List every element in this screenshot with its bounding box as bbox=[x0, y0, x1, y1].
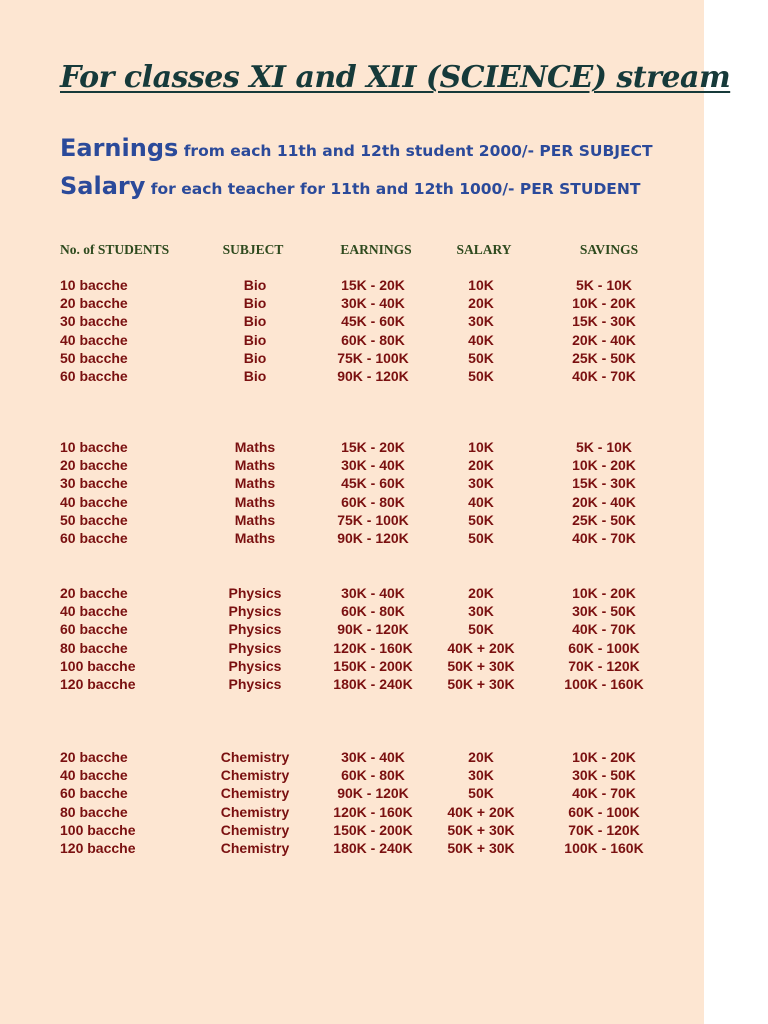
earnings-cell: 60K - 80K bbox=[341, 493, 405, 510]
subject-cell: Maths bbox=[234, 457, 276, 474]
savings-cell: 15K - 30K bbox=[572, 313, 636, 330]
student-count-cell: 30 bacche bbox=[60, 313, 128, 330]
subject-cell: Bio bbox=[243, 368, 267, 384]
savings-cell: 40K - 70K bbox=[572, 621, 636, 638]
earnings-cell: 120K - 160K bbox=[333, 803, 413, 820]
earnings-cell: 90K - 120K bbox=[337, 621, 409, 638]
salary-cell: 10K bbox=[468, 277, 494, 293]
salary-cell: 20K bbox=[468, 749, 494, 765]
student-count-cell: 100 bacche bbox=[60, 821, 136, 838]
salary-cell: 20K bbox=[468, 585, 494, 601]
student-count-cell: 120 bacche bbox=[60, 840, 136, 856]
savings-cell: 20K - 40K bbox=[572, 331, 636, 348]
header-salary: SALARY bbox=[456, 242, 512, 257]
header-students: No. of STUDENTS bbox=[60, 242, 170, 257]
student-count-cell: 20 bacche bbox=[60, 749, 128, 765]
savings-cell: 100K - 160K bbox=[564, 676, 644, 692]
savings-cell: 5K - 10K bbox=[575, 439, 633, 455]
subject-cell: Chemistry bbox=[220, 749, 290, 765]
subject-cell: Physics bbox=[228, 639, 282, 656]
earnings-cell: 150K - 200K bbox=[333, 821, 413, 838]
subject-cell: Chemistry bbox=[220, 821, 290, 838]
salary-cell: 50K bbox=[468, 349, 494, 366]
student-count-cell: 20 bacche bbox=[60, 295, 128, 312]
student-count-cell: 60 bacche bbox=[60, 368, 128, 384]
salary-cell: 50K bbox=[468, 530, 494, 546]
savings-cell: 10K - 20K bbox=[572, 457, 636, 474]
salary-cell: 50K + 30K bbox=[447, 676, 515, 692]
subject-cell: Chemistry bbox=[220, 840, 290, 856]
subject-cell: Chemistry bbox=[220, 767, 290, 784]
page-title: For classes XI and XII (SCIENCE) stream bbox=[60, 60, 731, 95]
savings-cell: 20K - 40K bbox=[572, 493, 636, 510]
subject-cell: Physics bbox=[228, 657, 282, 674]
student-count-cell: 40 bacche bbox=[60, 493, 128, 510]
subject-cell: Maths bbox=[234, 475, 276, 492]
earnings-cell: 150K - 200K bbox=[333, 657, 413, 674]
header-subject: SUBJECT bbox=[222, 242, 284, 257]
subject-cell: Maths bbox=[234, 493, 276, 510]
savings-cell: 60K - 100K bbox=[568, 803, 640, 820]
subject-cell: Maths bbox=[234, 511, 276, 528]
student-count-cell: 40 bacche bbox=[60, 331, 128, 348]
earnings-info-line bbox=[60, 134, 653, 162]
earnings-cell: 30K - 40K bbox=[341, 457, 405, 474]
savings-cell: 40K - 70K bbox=[572, 785, 636, 802]
salary-cell: 50K + 30K bbox=[447, 840, 515, 856]
header-earnings: EARNINGS bbox=[340, 242, 412, 257]
salary-cell: 50K bbox=[468, 511, 494, 528]
savings-cell: 70K - 120K bbox=[568, 821, 640, 838]
savings-cell: 10K - 20K bbox=[572, 295, 636, 312]
earnings-cell: 15K - 20K bbox=[341, 277, 405, 293]
earnings-detail: from each 11th and 12th student 2000/- PER SUBJECT bbox=[178, 142, 653, 160]
student-count-cell: 40 bacche bbox=[60, 767, 128, 784]
student-count-cell: 50 bacche bbox=[60, 511, 128, 528]
subject-cell: Chemistry bbox=[220, 803, 290, 820]
salary-cell: 30K bbox=[468, 767, 494, 784]
savings-cell: 25K - 50K bbox=[572, 511, 636, 528]
salary-cell: 30K bbox=[468, 603, 494, 620]
earnings-lead: Earnings bbox=[60, 134, 179, 162]
earnings-cell: 45K - 60K bbox=[341, 313, 405, 330]
salary-cell: 50K + 30K bbox=[447, 821, 515, 838]
savings-cell: 40K - 70K bbox=[572, 368, 636, 384]
earnings-cell: 15K - 20K bbox=[341, 439, 405, 455]
subject-cell: Maths bbox=[234, 439, 276, 455]
savings-cell: 10K - 20K bbox=[572, 749, 636, 765]
savings-cell: 70K - 120K bbox=[568, 657, 640, 674]
salary-cell: 30K bbox=[468, 475, 494, 492]
earnings-cell: 75K - 100K bbox=[337, 511, 409, 528]
salary-cell: 40K bbox=[468, 493, 494, 510]
salary-cell: 50K bbox=[468, 621, 494, 638]
savings-cell: 60K - 100K bbox=[568, 639, 640, 656]
subject-cell: Physics bbox=[228, 621, 282, 638]
savings-cell: 15K - 30K bbox=[572, 475, 636, 492]
student-count-cell: 80 bacche bbox=[60, 803, 128, 820]
salary-detail: for each teacher for 11th and 12th 1000/- PER STUDENT bbox=[145, 180, 641, 198]
earnings-cell: 60K - 80K bbox=[341, 331, 405, 348]
earnings-cell: 30K - 40K bbox=[341, 295, 405, 312]
student-count-cell: 10 bacche bbox=[60, 439, 128, 455]
earnings-cell: 30K - 40K bbox=[341, 585, 405, 601]
salary-cell: 50K bbox=[468, 368, 494, 384]
earnings-cell: 75K - 100K bbox=[337, 349, 409, 366]
student-count-cell: 100 bacche bbox=[60, 657, 136, 674]
student-count-cell: 50 bacche bbox=[60, 349, 128, 366]
salary-cell: 30K bbox=[468, 313, 494, 330]
savings-cell: 30K - 50K bbox=[572, 767, 636, 784]
savings-cell: 30K - 50K bbox=[572, 603, 636, 620]
subject-cell: Bio bbox=[243, 331, 267, 348]
subject-cell: Bio bbox=[243, 295, 267, 312]
student-count-cell: 30 bacche bbox=[60, 475, 128, 492]
savings-cell: 25K - 50K bbox=[572, 349, 636, 366]
earnings-cell: 90K - 120K bbox=[337, 530, 409, 546]
earnings-cell: 90K - 120K bbox=[337, 785, 409, 802]
savings-cell: 5K - 10K bbox=[575, 277, 633, 293]
subject-cell: Maths bbox=[234, 530, 276, 546]
salary-cell: 50K bbox=[468, 785, 494, 802]
savings-cell: 40K - 70K bbox=[572, 530, 636, 546]
salary-cell: 20K bbox=[468, 295, 494, 312]
subject-cell: Chemistry bbox=[220, 785, 290, 802]
subject-cell: Physics bbox=[228, 603, 282, 620]
salary-lead: Salary bbox=[60, 172, 146, 200]
salary-cell: 40K + 20K bbox=[447, 639, 515, 656]
student-count-cell: 80 bacche bbox=[60, 639, 128, 656]
salary-cell: 50K + 30K bbox=[447, 657, 515, 674]
earnings-cell: 45K - 60K bbox=[341, 475, 405, 492]
earnings-cell: 180K - 240K bbox=[333, 840, 413, 856]
student-count-cell: 20 bacche bbox=[60, 457, 128, 474]
student-count-cell: 10 bacche bbox=[60, 277, 128, 293]
earnings-cell: 120K - 160K bbox=[333, 639, 413, 656]
student-count-cell: 60 bacche bbox=[60, 621, 128, 638]
student-count-cell: 60 bacche bbox=[60, 785, 128, 802]
subject-cell: Bio bbox=[243, 313, 267, 330]
student-count-cell: 20 bacche bbox=[60, 585, 128, 601]
header-savings: SAVINGS bbox=[579, 242, 639, 257]
savings-cell: 100K - 160K bbox=[564, 840, 644, 856]
savings-cell: 10K - 20K bbox=[572, 585, 636, 601]
subject-cell: Physics bbox=[228, 585, 282, 601]
student-count-cell: 120 bacche bbox=[60, 676, 136, 692]
subject-cell: Bio bbox=[243, 349, 267, 366]
student-count-cell: 60 bacche bbox=[60, 530, 128, 546]
earnings-cell: 180K - 240K bbox=[333, 676, 413, 692]
salary-cell: 40K + 20K bbox=[447, 803, 515, 820]
student-count-cell: 40 bacche bbox=[60, 603, 128, 620]
salary-cell: 40K bbox=[468, 331, 494, 348]
subject-cell: Physics bbox=[228, 676, 282, 692]
earnings-cell: 60K - 80K bbox=[341, 603, 405, 620]
salary-info-line bbox=[60, 172, 640, 200]
salary-cell: 10K bbox=[468, 439, 494, 455]
salary-cell: 20K bbox=[468, 457, 494, 474]
earnings-cell: 30K - 40K bbox=[341, 749, 405, 765]
earnings-cell: 90K - 120K bbox=[337, 368, 409, 384]
subject-cell: Bio bbox=[243, 277, 267, 293]
earnings-cell: 60K - 80K bbox=[341, 767, 405, 784]
